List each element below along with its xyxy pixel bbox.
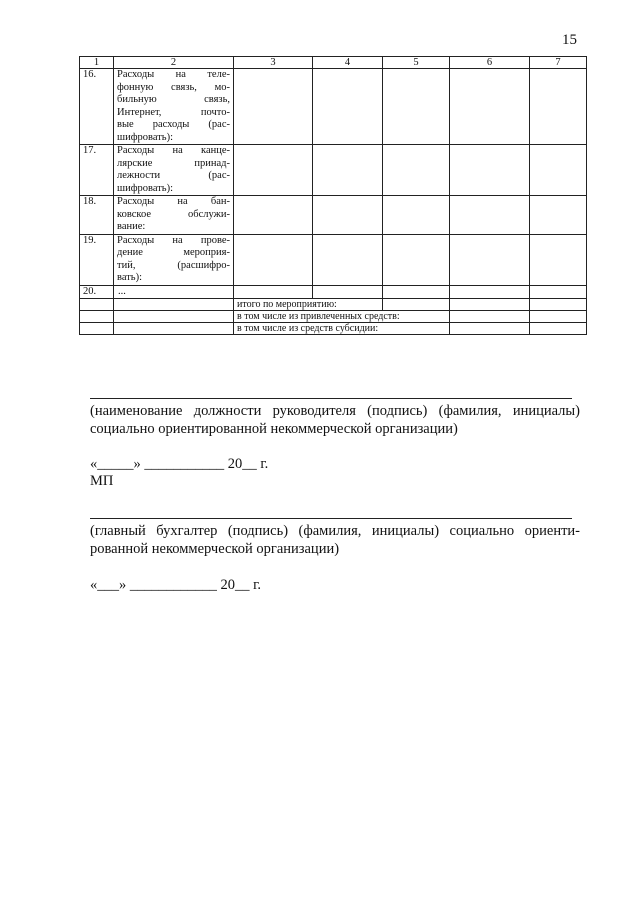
row-number: 19. (80, 234, 114, 285)
expense-table (79, 56, 587, 335)
row-number: 20. (80, 285, 114, 299)
head-signature-caption-cont: социально ориентированной некоммерческой организации) (90, 421, 458, 437)
table-cell (383, 234, 450, 285)
row-description: ... (114, 285, 234, 299)
column-header: 2 (114, 57, 234, 69)
row-description: Расходы на прове- дение мероприя- тий, (расшифро- вать): (114, 234, 234, 285)
table-cell (383, 69, 450, 145)
summary-row-attracted (80, 311, 587, 323)
table-cell (450, 234, 530, 285)
accountant-signature-caption-cont: рованной некоммерческой организации) (90, 541, 340, 557)
table-header-row (80, 57, 587, 69)
head-signature-caption: (наименование должности руководителя (подпись) (фамилия, инициалы) (90, 403, 580, 419)
table-cell (234, 234, 313, 285)
table-cell (450, 69, 530, 145)
column-header: 3 (234, 57, 313, 69)
table-cell (530, 196, 587, 235)
row-number: 18. (80, 196, 114, 235)
column-header: 6 (450, 57, 530, 69)
table-cell (313, 69, 383, 145)
table-cell (313, 145, 383, 196)
stamp-label: МП (90, 473, 114, 489)
accountant-signature-date: «___» ____________ 20__ г. (90, 577, 262, 593)
table-cell (383, 145, 450, 196)
table-row (80, 145, 587, 196)
table-cell (450, 196, 530, 235)
page-number: 15 (562, 32, 577, 48)
row-description: Расходы на канце- лярские принад- лежности (рас- шифровать): (114, 145, 234, 196)
table-cell (313, 196, 383, 235)
column-header: 7 (530, 57, 587, 69)
summary-row-subsidy (80, 323, 587, 335)
column-header: 5 (383, 57, 450, 69)
row-number: 17. (80, 145, 114, 196)
head-signature-date: «_____» ___________ 20__ г. (90, 456, 269, 472)
table-cell (530, 285, 587, 299)
row-number: 16. (80, 69, 114, 145)
accountant-signature-caption: (главный бухгалтер (подпись) (фамилия, инициалы) социально ориенти- (90, 523, 580, 539)
column-header: 1 (80, 57, 114, 69)
table-cell (234, 285, 313, 299)
row-description: Расходы на бан- ковское обслужи- вание: (114, 196, 234, 235)
table-cell (450, 145, 530, 196)
head-signature-line (90, 398, 572, 399)
table-cell (234, 196, 313, 235)
table-cell (530, 69, 587, 145)
summary-label: в том числе из привлеченных средств: (234, 311, 450, 323)
table-cell (313, 285, 383, 299)
summary-label: итого по мероприятию: (234, 299, 383, 311)
table-cell (450, 285, 530, 299)
summary-row-total (80, 299, 587, 311)
table-cell (234, 145, 313, 196)
table-row (80, 69, 587, 145)
table-cell (383, 285, 450, 299)
column-header: 4 (313, 57, 383, 69)
table-cell (234, 69, 313, 145)
row-description: Расходы на теле- фонную связь, мо- бильную связь, Интернет, почто- вые расходы (рас- шифровать): (114, 69, 234, 145)
table-cell (530, 234, 587, 285)
table-cell (530, 145, 587, 196)
accountant-signature-line (90, 518, 572, 519)
table-row (80, 196, 587, 235)
table-row (80, 234, 587, 285)
table-cell (383, 196, 450, 235)
summary-label: в том числе из средств субсидии: (234, 323, 450, 335)
table-row (80, 285, 587, 299)
table-cell (313, 234, 383, 285)
